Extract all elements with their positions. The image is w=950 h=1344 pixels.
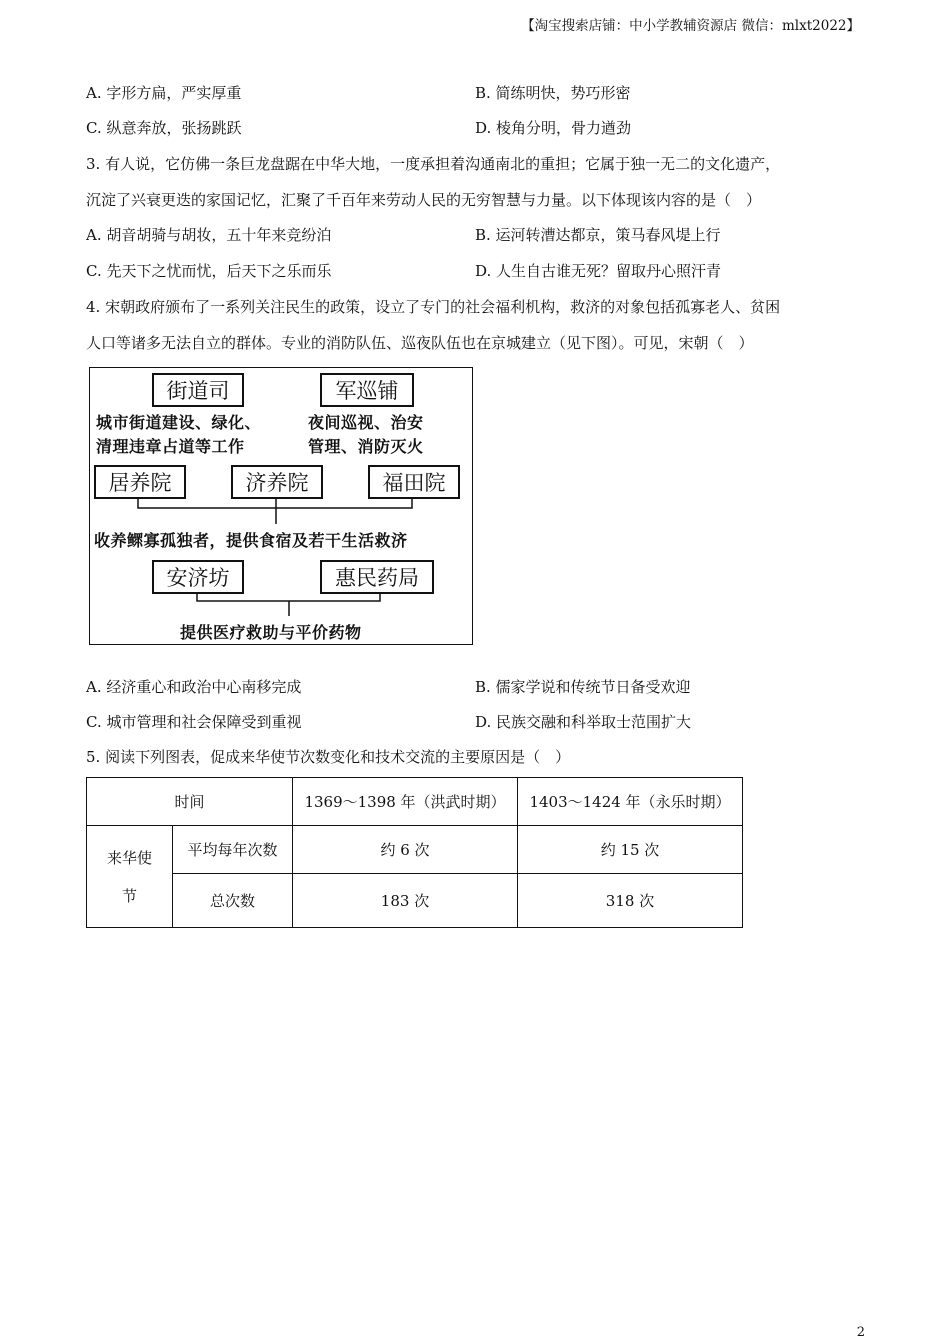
q4-option-d: D. 民族交融和科举取士范围扩大 xyxy=(475,713,692,731)
diagram-box-futianyuan: 福田院 xyxy=(368,465,460,499)
table-cell: 约 15 次 xyxy=(518,826,743,874)
diagram-box-jiedaosi: 街道司 xyxy=(152,373,244,407)
table-cell: 183 次 xyxy=(293,874,518,928)
table-header-yongle: 1403～1424 年（永乐时期） xyxy=(518,778,743,826)
table-cell: 318 次 xyxy=(518,874,743,928)
table-header-hongwu: 1369～1398 年（洪武时期） xyxy=(293,778,518,826)
table-row xyxy=(87,874,743,928)
song-welfare-diagram xyxy=(89,367,473,645)
q3-option-b: B. 运河转漕达都京，策马春风堤上行 xyxy=(475,226,721,244)
table-header-row xyxy=(87,778,743,826)
q2-option-b: B. 简练明快，势巧形密 xyxy=(475,84,631,102)
diagram-desc-junxunpu-line2: 管理、消防灭火 xyxy=(308,437,424,456)
row-group-line2: 节 xyxy=(121,886,137,905)
q4-stem-line1: 4. 宋朝政府颁布了一系列关注民生的政策，设立了专门的社会福利机构，救济的对象包括孤寡老人、贫困 xyxy=(86,298,781,316)
q3-stem-line1: 3. 有人说，它仿佛一条巨龙盘踞在中华大地，一度承担着沟通南北的重担；它属于独一无二的文化遗产， xyxy=(86,155,781,173)
table-cell-label: 平均每年次数 xyxy=(173,826,293,874)
diagram-desc-junxunpu-line1: 夜间巡视、治安 xyxy=(308,413,424,432)
q3-option-a: A. 胡音胡骑与胡妆，五十年来竞纷泊 xyxy=(86,226,332,244)
q4-stem-line2: 人口等诸多无法自立的群体。专业的消防队伍、巡夜队伍也在京城建立（见下图）。可见，宋朝（ ） xyxy=(86,334,754,352)
table-row-group-label xyxy=(87,826,173,928)
q3-stem-line2: 沉淀了兴衰更迭的家国记忆，汇聚了千百年来劳动人民的无穷智慧与力量。以下体现该内容的是（ ） xyxy=(86,191,762,209)
q3-option-d: D. 人生自古谁无死？留取丹心照汗青 xyxy=(475,262,722,280)
diagram-desc-jiedaosi-line1: 城市街道建设、绿化、 xyxy=(96,413,262,432)
row-group-line1: 来华使 xyxy=(106,848,152,867)
diagram-box-anjifang: 安济坊 xyxy=(152,560,244,594)
diagram-desc-welfare-houses: 收养鳏寡孤独者，提供食宿及若干生活救济 xyxy=(94,531,408,550)
q3-option-c: C. 先天下之忧而忧，后天下之乐而乐 xyxy=(86,262,332,280)
diagram-box-juyangyuan: 居养院 xyxy=(94,465,186,499)
page-header: 【淘宝搜索店铺：中小学教辅资源店 微信：mlxt2022】 xyxy=(521,18,860,34)
q2-option-a: A. 字形方扁，严实厚重 xyxy=(86,84,242,102)
q2-option-d: D. 棱角分明，骨力遒劲 xyxy=(475,119,632,137)
table-cell-label: 总次数 xyxy=(173,874,293,928)
q2-option-c: C. 纵意奔放，张扬跳跃 xyxy=(86,119,242,137)
table-header-time: 时间 xyxy=(87,778,293,826)
diagram-desc-jiedaosi-line2: 清理违章占道等工作 xyxy=(96,437,245,456)
envoy-table xyxy=(86,777,743,928)
q4-option-b: B. 儒家学说和传统节日备受欢迎 xyxy=(475,678,691,696)
table-row xyxy=(87,826,743,874)
table-cell: 约 6 次 xyxy=(293,826,518,874)
page-number: 2 xyxy=(856,1325,865,1340)
q4-option-c: C. 城市管理和社会保障受到重视 xyxy=(86,713,302,731)
q5-stem: 5. 阅读下列图表，促成来华使节次数变化和技术交流的主要原因是（ ） xyxy=(86,748,571,766)
diagram-box-junxunpu: 军巡铺 xyxy=(320,373,414,407)
diagram-desc-medical: 提供医疗救助与平价药物 xyxy=(180,623,362,642)
diagram-box-jiyangyuan: 济养院 xyxy=(231,465,323,499)
diagram-box-huiminyaoju: 惠民药局 xyxy=(320,560,434,594)
q4-option-a: A. 经济重心和政治中心南移完成 xyxy=(86,678,302,696)
